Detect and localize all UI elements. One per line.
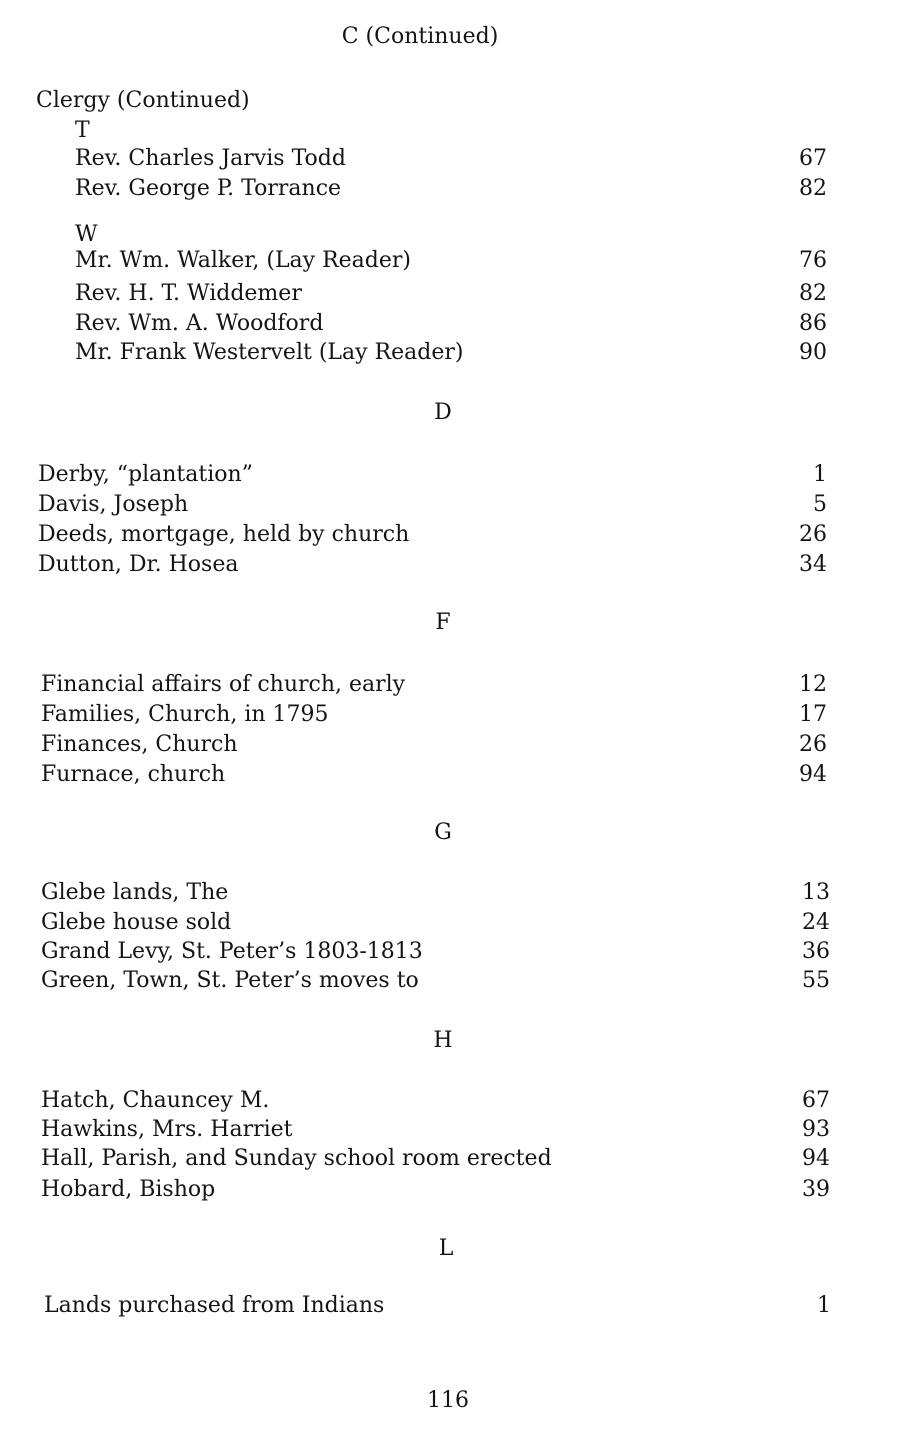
index-entry xyxy=(41,1086,830,1116)
index-entry xyxy=(75,174,827,204)
entry-name: Finances, Church xyxy=(41,732,238,757)
entry-name: Lands purchased from Indians xyxy=(44,1293,385,1318)
index-entry xyxy=(38,490,827,520)
entry-page: 13 xyxy=(802,880,830,905)
entry-page: 26 xyxy=(799,732,827,757)
entry-page: 55 xyxy=(802,968,830,993)
entry-page: 1 xyxy=(813,462,827,487)
section-letter-l: L xyxy=(438,1236,454,1261)
entry-page: 93 xyxy=(802,1117,830,1142)
index-entry xyxy=(41,878,830,908)
index-entry xyxy=(75,338,827,368)
section-letter-d: D xyxy=(434,400,452,425)
entry-name: Hobard, Bishop xyxy=(41,1177,216,1202)
entry-page: 26 xyxy=(799,522,827,547)
entry-name: Glebe house sold xyxy=(41,910,232,935)
index-entry xyxy=(41,1144,830,1174)
index-entry xyxy=(41,1175,830,1205)
entry-name: Davis, Joseph xyxy=(38,492,189,517)
index-entry xyxy=(41,937,830,967)
entry-name: Rev. H. T. Widdemer xyxy=(75,281,302,306)
index-entry xyxy=(38,520,827,550)
entry-name: Derby, “plantation” xyxy=(38,462,253,487)
entry-page: 34 xyxy=(799,552,827,577)
entry-page: 76 xyxy=(799,248,827,273)
entry-name: Rev. George P. Torrance xyxy=(75,176,342,201)
entry-page: 17 xyxy=(799,702,827,727)
entry-page: 1 xyxy=(817,1293,831,1318)
entry-name: Green, Town, St. Peter’s moves to xyxy=(41,968,419,993)
index-entry xyxy=(75,279,827,309)
index-entry xyxy=(41,966,830,996)
index-entry xyxy=(38,550,827,580)
entry-page: 67 xyxy=(802,1088,830,1113)
entry-page: 24 xyxy=(802,910,830,935)
entry-name: Glebe lands, The xyxy=(41,880,229,905)
index-entry xyxy=(75,309,827,339)
subsection-letter-w: W xyxy=(75,222,98,247)
section-letter-f: F xyxy=(435,610,451,635)
index-entry xyxy=(41,700,827,730)
page-number: 116 xyxy=(427,1388,469,1413)
subsection-letter-t: T xyxy=(75,118,90,143)
entry-page: 94 xyxy=(802,1146,830,1171)
index-entry xyxy=(38,460,827,490)
clergy-heading: Clergy (Continued) xyxy=(36,88,250,113)
entry-name: Dutton, Dr. Hosea xyxy=(38,552,239,577)
index-entry xyxy=(41,1115,830,1145)
entry-page: 5 xyxy=(813,492,827,517)
section-letter-h: H xyxy=(433,1028,453,1053)
entry-name: Financial affairs of church, early xyxy=(41,672,406,697)
entry-page: 90 xyxy=(799,340,827,365)
entry-name: Deeds, mortgage, held by church xyxy=(38,522,410,547)
entry-page: 82 xyxy=(799,176,827,201)
entry-page: 67 xyxy=(799,146,827,171)
index-entry xyxy=(41,760,827,790)
entry-page: 12 xyxy=(799,672,827,697)
entry-page: 39 xyxy=(802,1177,830,1202)
entry-name: Families, Church, in 1795 xyxy=(41,702,329,727)
index-entry xyxy=(75,246,827,276)
index-entry xyxy=(44,1291,831,1321)
index-entry xyxy=(75,144,827,174)
entry-name: Furnace, church xyxy=(41,762,226,787)
entry-name: Grand Levy, St. Peter’s 1803-1813 xyxy=(41,939,423,964)
section-letter-g: G xyxy=(434,820,452,845)
entry-name: Rev. Wm. A. Woodford xyxy=(75,311,324,336)
entry-page: 94 xyxy=(799,762,827,787)
entry-name: Hatch, Chauncey M. xyxy=(41,1088,270,1113)
index-entry xyxy=(41,670,827,700)
entry-name: Hall, Parish, and Sunday school room erected xyxy=(41,1146,552,1171)
entry-page: 82 xyxy=(799,281,827,306)
entry-name: Mr. Frank Westervelt (Lay Reader) xyxy=(75,340,464,365)
entry-name: Mr. Wm. Walker, (Lay Reader) xyxy=(75,248,411,273)
entry-name: Hawkins, Mrs. Harriet xyxy=(41,1117,293,1142)
index-entry xyxy=(41,730,827,760)
page-header: C (Continued) xyxy=(341,24,499,49)
entry-page: 36 xyxy=(802,939,830,964)
entry-page: 86 xyxy=(799,311,827,336)
index-entry xyxy=(41,908,830,938)
entry-name: Rev. Charles Jarvis Todd xyxy=(75,146,346,171)
